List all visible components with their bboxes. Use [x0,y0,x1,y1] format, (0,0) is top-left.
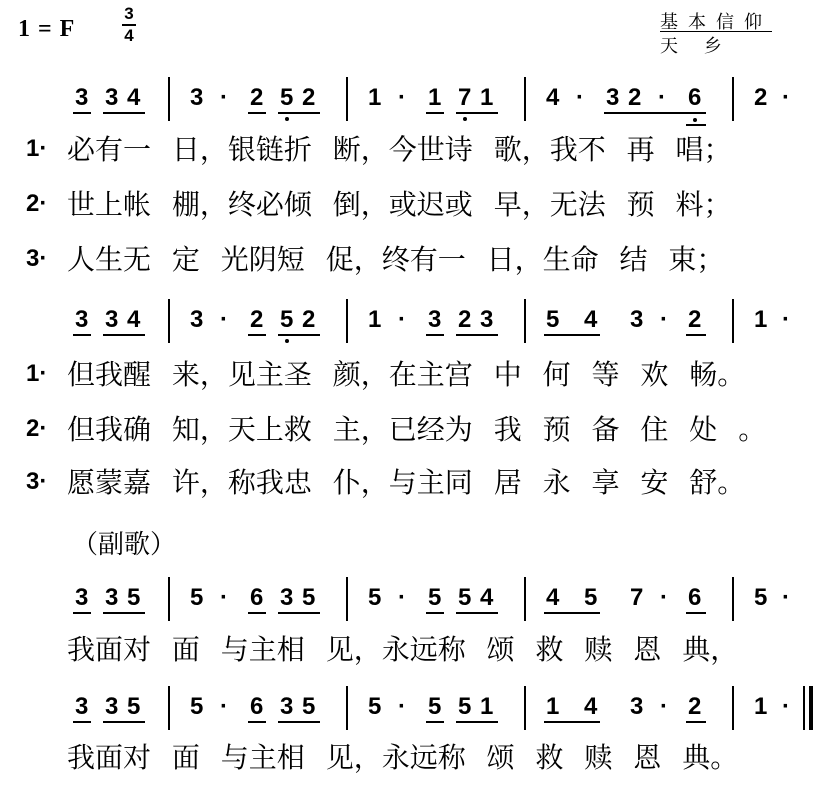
note: 2 [688,693,702,720]
chorus-label: （副歌） [72,530,177,560]
dot: · [658,84,666,111]
note: 4 [584,306,598,333]
dot: · [220,306,228,333]
barline [346,77,348,121]
low-octave-dot [285,339,289,343]
music-line-2 [70,305,810,349]
underline [544,334,600,336]
note: 5 [458,693,472,720]
barline [732,77,734,121]
note: 5 [428,584,442,611]
lyric-line [22,413,812,449]
note: 3 [280,584,294,611]
note: 1 [480,84,494,111]
underline [544,612,600,614]
note: 1 [546,693,560,720]
note: 3 [428,306,442,333]
note: 3 [75,84,89,111]
time-signature [118,4,140,45]
underline [248,721,266,723]
underline [426,334,444,336]
dot: · [660,693,668,720]
lyric-line [22,466,812,502]
note: 2 [250,84,264,111]
note: 1 [368,306,382,333]
music-line-1 [70,83,810,127]
note: 1 [480,693,494,720]
verse-number: 1· [26,360,48,387]
lyric-line [22,133,812,169]
lyric-text: 但我确 知，天上救 主，已经为 我 预 备 住 处 。 [67,413,767,446]
note: 2 [302,84,316,111]
note: 5 [428,693,442,720]
note: 3 [190,306,204,333]
note: 6 [250,584,264,611]
dot: · [220,693,228,720]
barline [168,77,170,121]
low-octave-dot [285,117,289,121]
final-barline-thin [803,686,805,730]
dot: · [576,84,584,111]
dot: · [220,84,228,111]
underline [456,112,498,114]
note: 2 [754,84,768,111]
note: 4 [546,84,560,111]
note: 3 [190,84,204,111]
barline [168,299,170,343]
underline [103,112,145,114]
note: 5 [190,693,204,720]
note: 4 [546,584,560,611]
note: 3 [75,306,89,333]
verse-number: 2· [26,190,48,217]
note: 2 [688,306,702,333]
note: 3 [105,584,119,611]
note: 4 [480,584,494,611]
lyric-line [22,741,812,777]
dot: · [782,693,790,720]
dot: · [782,584,790,611]
lyric-text: 我面对 面 与主相 见，永远称 颂 救 赎 恩 典。 [67,741,739,774]
note: 3 [606,84,620,111]
lyricist-credit: 基本信仰 [660,12,772,33]
low-octave-dot [693,118,697,122]
lyric-text: 必有一 日，银链折 断，今世诗 歌，我不 再 唱； [67,133,732,166]
note: 5 [127,693,141,720]
note: 3 [105,84,119,111]
note: 1 [754,693,768,720]
lyric-text: 但我醒 来，见主圣 颜，在主宫 中 何 等 欢 畅。 [67,358,746,391]
note: 5 [127,584,141,611]
underline [248,612,266,614]
dot: · [220,584,228,611]
note: 3 [75,584,89,611]
note: 5 [280,84,294,111]
lyric-line [22,358,812,394]
lyric-line [22,188,812,224]
underline [686,721,706,723]
underline [278,612,320,614]
low-octave-dot [463,117,467,121]
underline [103,721,145,723]
note: 1 [428,84,442,111]
note: 1 [754,306,768,333]
music-line-3 [70,583,810,627]
underline [248,334,266,336]
underline [426,112,444,114]
verse-number: 3· [26,468,48,495]
note: 3 [75,693,89,720]
note: 3 [480,306,494,333]
note: 7 [458,84,472,111]
verse-number: 2· [26,415,48,442]
note: 6 [688,84,702,111]
lyric-text: 我面对 面 与主相 见，永远称 颂 救 赎 恩 典， [67,633,739,666]
verse-number: 1· [26,135,48,162]
barline [524,299,526,343]
note: 6 [250,693,264,720]
note: 5 [546,306,560,333]
underline [73,721,91,723]
note: 6 [688,584,702,611]
note: 2 [458,306,472,333]
note: 5 [458,584,472,611]
barline [732,686,734,730]
dot: · [782,84,790,111]
note: 5 [584,584,598,611]
barline [732,299,734,343]
note: 1 [368,84,382,111]
dot: · [660,584,668,611]
note: 3 [630,306,644,333]
time-signature-bottom: 4 [124,26,134,45]
underline [686,612,706,614]
underline [456,334,498,336]
underline [73,612,91,614]
underline [426,612,444,614]
note: 3 [105,693,119,720]
underline [604,112,706,114]
composer-credit: 天 乡 [660,36,732,57]
dot: · [398,584,406,611]
dot: · [782,306,790,333]
underline [686,124,706,126]
dot: · [398,693,406,720]
lyric-text: 愿蒙嘉 许，称我忠 仆，与主同 居 永 享 安 舒。 [67,466,746,499]
verse-number: 3· [26,245,48,272]
underline [544,721,600,723]
underline [456,721,498,723]
note: 2 [250,306,264,333]
note: 5 [280,306,294,333]
barline [168,577,170,621]
final-barline-thick [809,686,813,730]
note: 5 [302,693,316,720]
note: 2 [302,306,316,333]
time-signature-top: 3 [124,4,134,23]
note: 3 [630,693,644,720]
lyric-text: 世上帐 棚，终必倾 倒，或迟或 早，无法 预 料； [67,188,732,221]
underline [73,112,91,114]
note: 2 [628,84,642,111]
lyric-text: 人生无 定 光阴短 促，终有一 日，生命 结 束； [67,243,725,276]
dot: · [398,306,406,333]
lyric-line [22,243,812,279]
underline [103,612,145,614]
underline [456,612,498,614]
barline [524,577,526,621]
barline [732,577,734,621]
underline [73,334,91,336]
note: 5 [368,693,382,720]
underline [103,334,145,336]
note: 5 [302,584,316,611]
barline [524,686,526,730]
barline [346,686,348,730]
note: 4 [127,306,141,333]
note: 4 [584,693,598,720]
barline [346,577,348,621]
note: 3 [280,693,294,720]
note: 3 [105,306,119,333]
note: 7 [630,584,644,611]
music-line-4 [70,692,810,736]
underline [426,721,444,723]
underline [248,112,266,114]
underline [278,721,320,723]
underline [278,334,320,336]
barline [346,299,348,343]
note: 5 [190,584,204,611]
note: 4 [127,84,141,111]
barline [168,686,170,730]
key-signature: 1 = F [18,16,76,42]
barline [524,77,526,121]
dot: · [398,84,406,111]
note: 5 [368,584,382,611]
underline [278,112,320,114]
underline [686,334,706,336]
note: 5 [754,584,768,611]
dot: · [660,306,668,333]
lyric-line [22,633,812,669]
